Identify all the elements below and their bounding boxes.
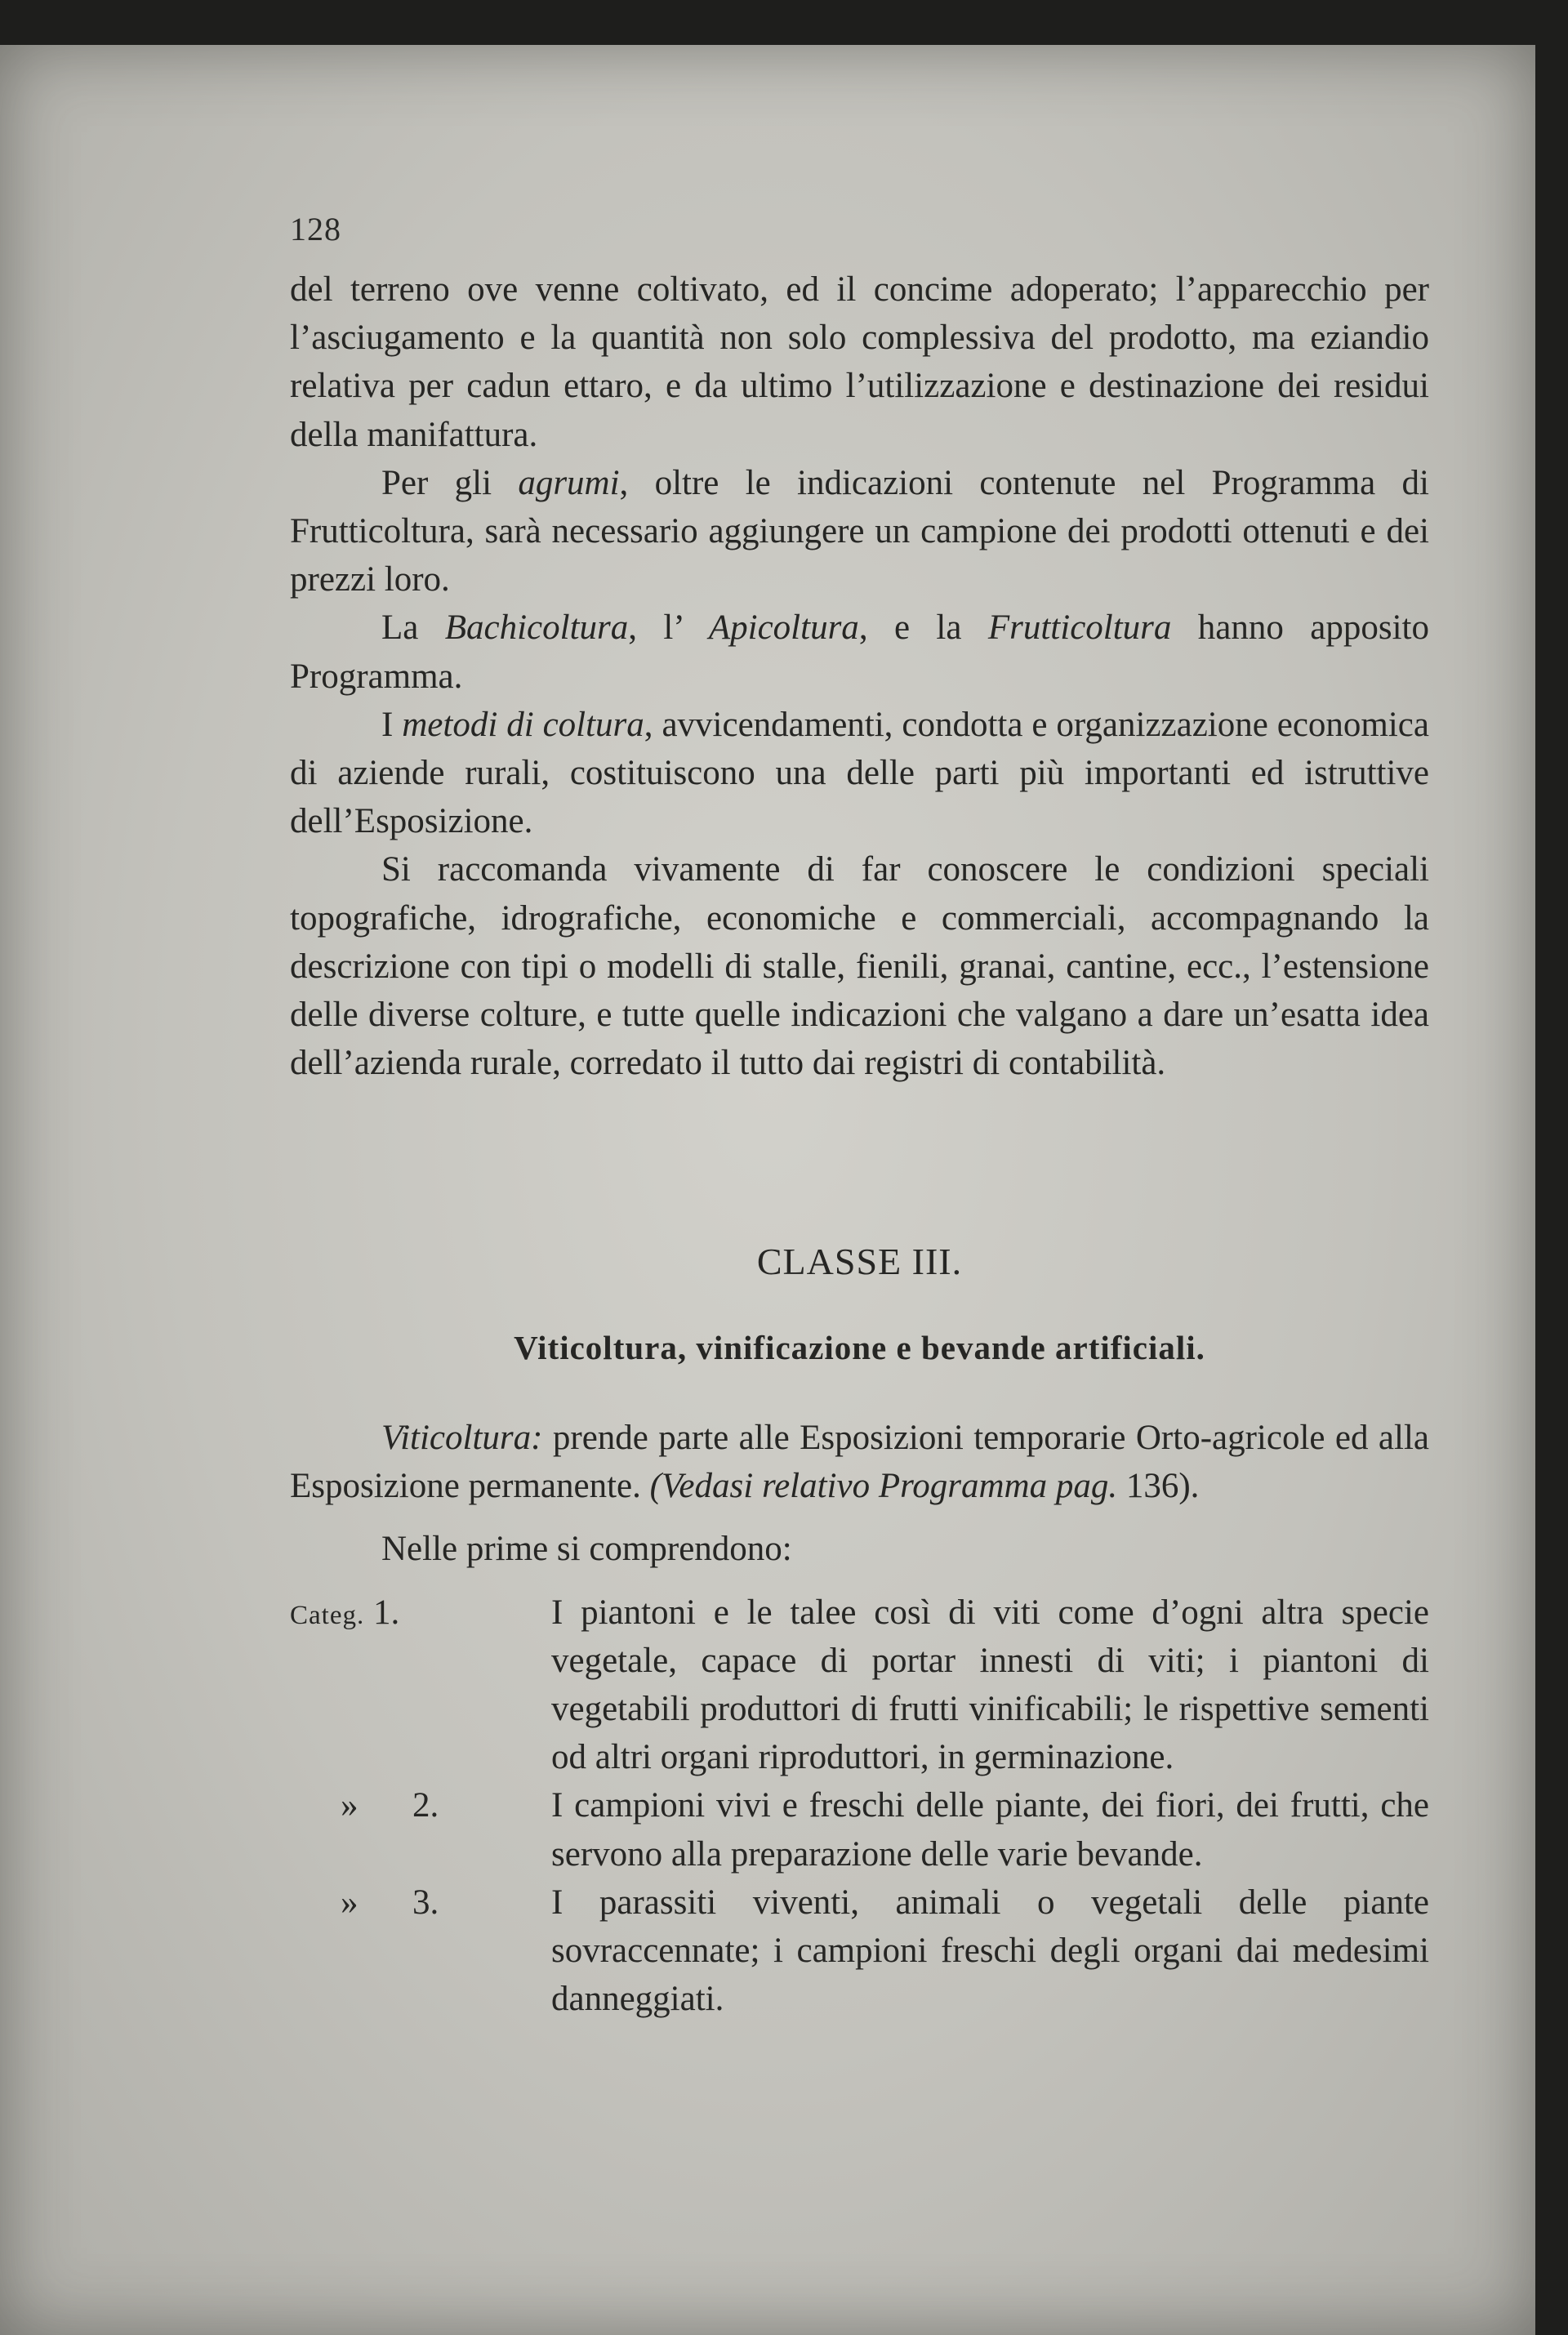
paragraph-7: Nelle prime si comprendono: (381, 1530, 792, 1569)
category-text: I piantoni e le talee così di viti come d’ogni altra specie vegetale, capace di portar innesti di viti; i piantoni di vegetabili produttori di frutti vinificabili; le rispettive sementi od altri organi riproduttori, in germinazione. (551, 1593, 1429, 1777)
class-heading: CLASSE III. (756, 1241, 963, 1282)
paragraph-6: Viticoltura: prende parte alle Esposizioni temporarie Orto-agricole ed alla Esposizione permanente. (Vedasi relativo Programma pag. 136). (290, 1419, 1429, 1506)
category-number: 3. (412, 1883, 439, 1922)
category-number: 1. (372, 1593, 400, 1632)
category-item (290, 1878, 1429, 2024)
category-prefix: Categ. (290, 1600, 365, 1630)
class-subtitle: Viticoltura, vinificazione e bevande artificiali. (514, 1329, 1205, 1366)
paragraph-5: Si raccomanda vivamente di far conoscere le condizioni speciali topografiche, idrografiche, economiche e commerciali, accompagnando la descrizione con tipi o modelli di stalle, fienili, granai, cantine, ecc., l’estensione delle diverse colture, e tutte quelle indicazioni che valgano a dare un’esatta idea dell’azienda rurale, corredato il tutto dai registri di contabilità. (290, 850, 1429, 1083)
page-number: 128 (290, 211, 341, 247)
paragraph-3: La Bachicoltura, l’ Apicoltura, e la Frutticoltura hanno apposito Programma. (290, 608, 1429, 696)
category-label (290, 1589, 551, 1640)
category-text: I campioni vivi e freschi delle piante, dei fiori, dei frutti, che servono alla preparazione delle varie bevande. (551, 1786, 1429, 1874)
body-text-bottom (290, 1414, 1429, 2023)
paragraph-2: Per gli agrumi, oltre le indicazioni contenute nel Programma di Frutticoltura, sarà necessario aggiungere un campione dei prodotti ottenuti e dei prezzi loro. (290, 463, 1429, 599)
paper-sheet (0, 45, 1535, 2335)
category-prefix: » (341, 1883, 359, 1922)
paragraph-4: I metodi di coltura, avvicendamenti, condotta e organizzazione economica di aziende rurali, costituiscono una delle parti più importanti ed istruttive dell’Esposizione. (290, 705, 1429, 841)
category-item (290, 1781, 1429, 1878)
category-item (290, 1589, 1429, 1782)
category-number: 2. (412, 1786, 439, 1825)
paragraph-1: del terreno ove venne coltivato, ed il concime adoperato; l’apparecchio per l’asciugamento e la quantità non solo complessiva del prodotto, ma eziandio relativa per cadun ettaro, e da ultimo l’utilizzazione e destinazione dei residui della manifattura. (290, 270, 1429, 454)
body-text-top (290, 265, 1429, 1087)
category-text: I parassiti viventi, animali o vegetali delle piante sovraccennate; i campioni freschi degli organi dai medesimi danneggiati. (551, 1883, 1429, 2019)
category-prefix: » (341, 1786, 359, 1825)
